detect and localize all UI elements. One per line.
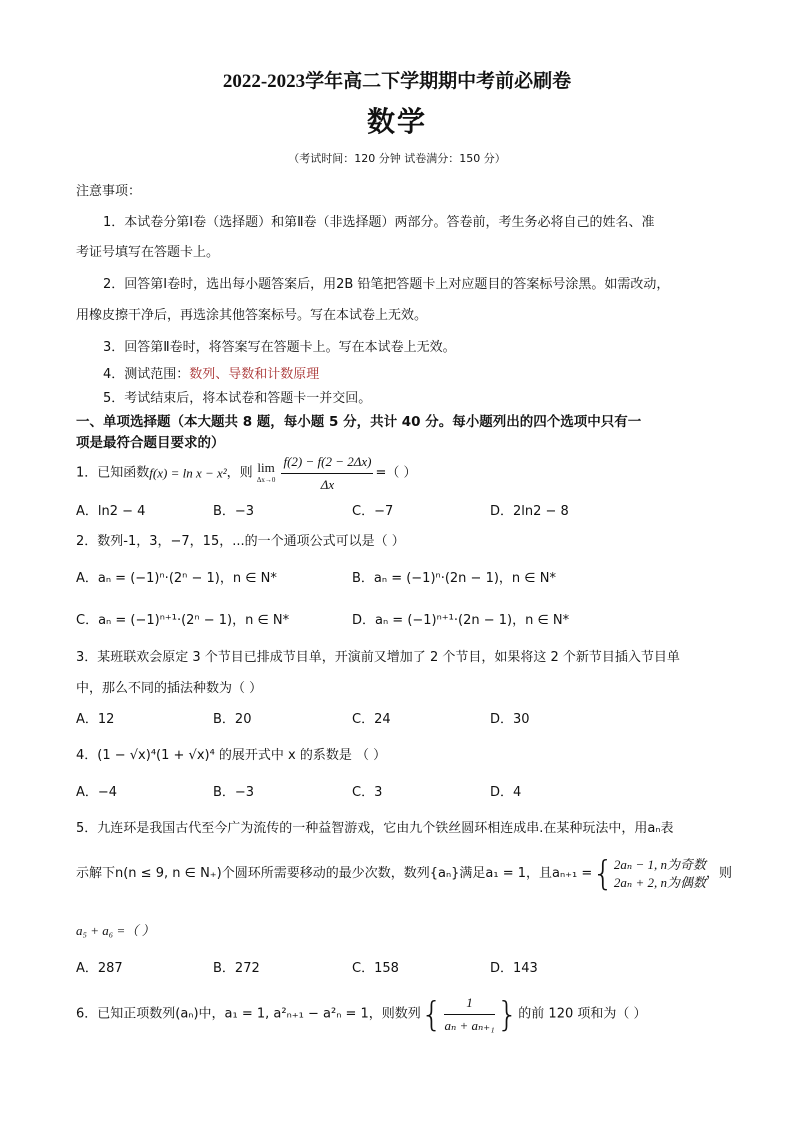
note-5: 5．考试结束后，将本试卷和答题卡一并交回。 <box>103 391 372 406</box>
note-2a: 2．回答第Ⅰ卷时，选出每小题答案后，用2B 铅笔把答题卡上对应题目的答案标号涂黑。如需改动， <box>103 277 670 292</box>
question-6-stem <box>76 993 647 1036</box>
q1-fraction <box>281 452 373 495</box>
q4-option-d[interactable]: D．4 <box>490 785 522 800</box>
q5-case-1: 2aₙ − 1, n为奇数 <box>613 857 706 872</box>
q6-suffix: 的前 120 项和为（ ） <box>518 1006 647 1022</box>
q1-suffix: =（ ） <box>375 465 417 481</box>
q6-numerator: 1 <box>444 993 494 1015</box>
q5-option-a[interactable]: A．287 <box>76 961 123 976</box>
q5-option-b[interactable]: B．272 <box>213 961 260 976</box>
right-brace-icon: } <box>496 994 519 1035</box>
q4-option-b[interactable]: B．−3 <box>213 785 255 800</box>
note-1a: 1．本试卷分第Ⅰ卷（选择题）和第Ⅱ卷（非选择题）两部分。答卷前，考生务必将自己的姓名、准 <box>103 215 655 230</box>
question-5-line1: 5．九连环是我国古代至今广为流传的一种益智游戏，它由九个铁丝圆环相连成串.在某种玩法中，用aₙ表 <box>76 821 674 836</box>
question-5-line2 <box>76 856 732 892</box>
q5-option-d[interactable]: D．143 <box>490 961 538 976</box>
q1-option-b[interactable]: B．−3 <box>213 504 255 519</box>
section1-heading-line2: 项是最符合题目要求的） <box>76 435 225 451</box>
q1-function: f(x) = ln x − x² <box>149 465 227 481</box>
q2-option-d[interactable]: D．aₙ = (−1)ⁿ⁺¹·(2n − 1)，n ∈ N* <box>352 613 570 628</box>
q3-option-c[interactable]: C．24 <box>352 712 391 727</box>
q1-option-c[interactable]: C．−7 <box>352 504 394 519</box>
q1-prefix: 1．已知函数 <box>76 465 150 481</box>
q5-case-2: 2aₙ + 2, n为偶数 <box>613 875 706 890</box>
q2-option-b[interactable]: B．aₙ = (−1)ⁿ·(2n − 1)，n ∈ N* <box>352 571 556 586</box>
q6-prefix: 6．已知正项数列(aₙ)中，a₁ = 1, a²ₙ₊₁ − a²ₙ = 1，则数列 <box>76 1006 421 1022</box>
q1-lim-sub: Δx→0 <box>256 475 276 484</box>
q5-line2-suffix: ，则 <box>705 866 732 881</box>
paper-title: 2022-2023学年高二下学期期中考前必刷卷 <box>222 71 572 92</box>
note-1b: 考证号填写在答题卡上。 <box>76 245 220 260</box>
q1-option-a[interactable]: A．ln2 − 4 <box>76 504 146 519</box>
q3-option-a[interactable]: A．12 <box>76 712 115 727</box>
question-4-stem: 4．(1 − √x)⁴(1 + √x)⁴ 的展开式中 x 的系数是 （ ） <box>76 748 387 763</box>
test-scope: 数列、导数和计数原理 <box>189 367 320 382</box>
q6-denominator: aₙ + aₙ₊₁ <box>444 1018 495 1033</box>
question-2-stem: 2．数列-1，3，−7，15，...的一个通项公式可以是（ ） <box>76 534 405 549</box>
q2-option-c[interactable]: C．aₙ = (−1)ⁿ⁺¹·(2ⁿ − 1)，n ∈ N* <box>76 613 290 628</box>
note-2b: 用橡皮擦干净后，再选涂其他答案标号。写在本试卷上无效。 <box>76 308 428 323</box>
section1-heading-line1: 一、单项选择题（本大题共 8 题，每小题 5 分，共计 40 分。每小题列出的四个选项中只有一 <box>76 414 642 430</box>
q4-option-a[interactable]: A．−4 <box>76 785 118 800</box>
q1-mid: ，则 <box>226 465 253 481</box>
q5-line2-prefix: 示解下n(n ≤ 9, n ∈ N₊)个圆环所需要移动的最少次数，数列{aₙ}满足a₁ = 1，且aₙ₊₁ = <box>76 866 593 881</box>
notes-heading: 注意事项： <box>76 184 142 199</box>
q1-option-d[interactable]: D．2ln2 − 8 <box>490 504 569 519</box>
q5-option-c[interactable]: C．158 <box>352 961 399 976</box>
q3-option-d[interactable]: D．30 <box>490 712 530 727</box>
q3-option-b[interactable]: B．20 <box>213 712 252 727</box>
q1-lim: lim <box>257 459 275 475</box>
q5-piecewise <box>614 856 706 892</box>
question-3-line1: 3．某班联欢会原定 3 个节目已排成节目单，开演前又增加了 2 个节目，如果将这 2 个新节目插入节目单 <box>76 650 680 665</box>
question-5-line3: a₅ + a₆ =（ ） <box>76 923 155 938</box>
exam-info: （考试时间：120 分钟 试卷满分：150 分） <box>288 152 506 165</box>
left-brace-icon: { <box>420 994 443 1035</box>
question-3-line2: 中，那么不同的插法种数为（ ） <box>76 681 263 696</box>
note-4-prefix: 4．测试范围： <box>103 367 190 382</box>
left-brace-icon: { <box>592 854 614 894</box>
q1-numerator: f(2) − f(2 − 2Δx) <box>281 452 373 474</box>
note-3: 3．回答第Ⅱ卷时，将答案写在答题卡上。写在本试卷上无效。 <box>103 340 456 355</box>
question-1-stem <box>76 452 417 495</box>
note-4 <box>103 363 319 382</box>
q2-option-a[interactable]: A．aₙ = (−1)ⁿ·(2ⁿ − 1)，n ∈ N* <box>76 571 277 586</box>
q1-denominator: Δx <box>320 477 335 492</box>
q4-option-c[interactable]: C．3 <box>352 785 383 800</box>
q6-fraction <box>444 993 494 1036</box>
subject-title: 数学 <box>366 105 427 138</box>
